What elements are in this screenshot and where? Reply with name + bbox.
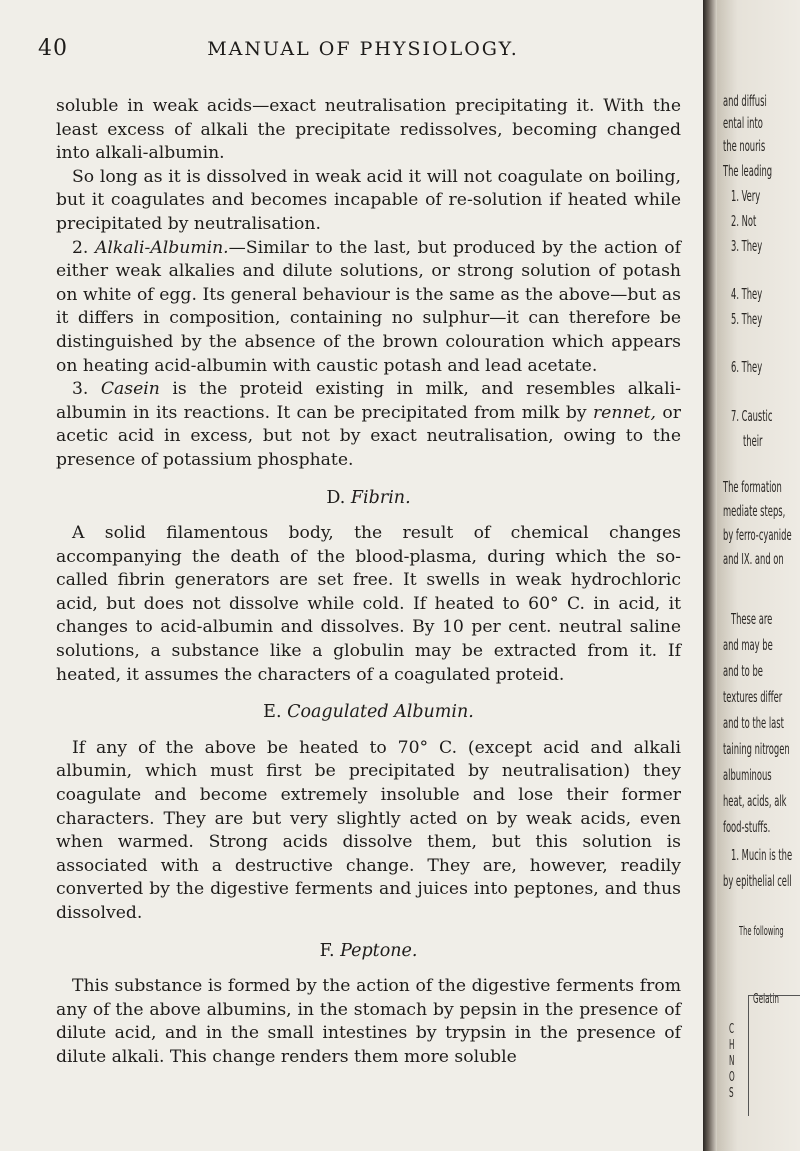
facing-table-border xyxy=(748,995,800,1116)
section-heading-coagulated-albumin xyxy=(56,701,681,725)
facing-line: textures differ xyxy=(723,688,783,706)
facing-line: and IX. and on xyxy=(723,550,784,568)
facing-line: albuminous xyxy=(723,766,772,784)
item-number: 3. xyxy=(72,379,101,400)
paragraph-casein xyxy=(56,378,681,472)
item-number: 2. xyxy=(72,237,95,258)
facing-line: food-stuffs. xyxy=(723,818,771,836)
facing-line: and to the last xyxy=(723,714,784,732)
facing-line: H xyxy=(729,1038,735,1053)
term-rennet: rennet, xyxy=(592,402,657,423)
facing-line: mediate steps, xyxy=(723,502,786,520)
facing-line: 6. They xyxy=(731,358,763,376)
facing-line: 2. Not xyxy=(731,212,757,230)
section-letter: E. xyxy=(263,702,288,723)
paragraph-text: or acetic acid in excess, but not by exact neutralisation, owing to the presence of potassium phosphate. xyxy=(56,402,681,470)
paragraph-coagulated-albumin: If any of the above be heated to 70° C. (except acid and alkali albumin, which must first be precipitated by neutralisation) they coagulate and become extremely insoluble and lose their former characters. They are but very slightly acted on by weak acids, even when warmed. Strong acids dissolve them, but this solution is associated with a destructive change. They are, however, readily converted by the digestive ferments and juices into peptones, and thus dissolved. xyxy=(56,737,681,923)
term-casein: Casein xyxy=(100,379,160,400)
facing-line: 5. They xyxy=(731,310,763,328)
facing-line: 3. They xyxy=(731,237,763,255)
paragraph-peptone: This substance is formed by the action of the digestive ferments from any of the above albumins, in the stomach by pepsin in the presence of dilute acid, and in the small intestines by trypsin in the presence of dilute alkali. This change renders them more soluble xyxy=(56,976,681,1067)
facing-line: 1. Mucin is the xyxy=(731,846,793,864)
facing-line: the nouris xyxy=(723,137,766,155)
facing-line: 1. Very xyxy=(731,187,761,205)
term-alkali-albumin: Alkali-Albumin. xyxy=(94,237,229,258)
facing-line: The following xyxy=(739,924,784,938)
facing-line: taining nitrogen xyxy=(723,740,790,758)
paragraph-text: is the proteid existing in milk, and resembles alkali-albumin in its reactions. It can be precipitated from milk by xyxy=(56,379,681,423)
section-title: Fibrin. xyxy=(350,487,411,508)
facing-line: and diffusi xyxy=(723,92,767,110)
paragraph-alkali-albumin xyxy=(56,237,681,379)
facing-line: their xyxy=(743,432,763,450)
section-letter: D. xyxy=(326,487,351,508)
section-heading-peptone xyxy=(56,940,681,964)
facing-line: heat, acids, alk xyxy=(723,792,787,810)
facing-line: and may be xyxy=(723,636,773,654)
book-gutter xyxy=(703,0,717,1151)
body-text xyxy=(56,95,681,1070)
facing-line: N xyxy=(729,1054,735,1069)
facing-line: ental into xyxy=(723,114,763,132)
section-title: Peptone. xyxy=(340,940,418,961)
facing-line: These are xyxy=(731,610,773,628)
paragraph-coagulation: So long as it is dissolved in weak acid it will not coagulate on boiling, but it coagulates and becomes incapable of re-solution if heated while precipitated by neutralisation. xyxy=(56,166,681,234)
facing-line: by ferro-cyanide xyxy=(723,526,792,544)
page-header xyxy=(38,36,688,66)
paragraph-acid-albumin-cont: soluble in weak acids—exact neutralisation precipitating it. With the least excess of alkali the precipitate redissolves, becoming changed into alkali-albumin. xyxy=(56,96,681,164)
facing-line: The formation xyxy=(723,478,782,496)
facing-line: 7. Caustic xyxy=(731,407,773,425)
paragraph-text: —Similar to the last, but produced by the action of either weak alkalies and dilute solutions, or strong solution of potash on white of egg. Its general behaviour is the same as the above—but as it differs in composition, containing no sulphur—it can therefore be distinguished by the absence of the brown colouration which appears on heating acid-albumin with caustic potash and lead acetate. xyxy=(56,237,681,376)
facing-line: C xyxy=(729,1022,735,1037)
section-letter: F. xyxy=(319,940,341,961)
facing-line: S xyxy=(729,1086,734,1101)
section-title: Coagulated Albumin. xyxy=(287,702,474,723)
facing-page xyxy=(717,0,800,1151)
facing-line: The leading xyxy=(723,162,773,180)
running-head: MANUAL OF PHYSIOLOGY. xyxy=(207,38,519,60)
facing-line: by epithelial cell xyxy=(723,872,792,890)
section-heading-fibrin xyxy=(56,487,681,511)
facing-line: O xyxy=(729,1070,735,1085)
page-number: 40 xyxy=(38,36,68,61)
paragraph-fibrin: A solid filamentous body, the result of chemical changes accompanying the death of the blood-plasma, during which the so-called fibrin generators are set free. It swells in weak hydrochloric acid, but does not dissolve while cold. If heated to 60° C. in acid, it changes to acid-albumin and dissolves. By 10 per cent. neutral saline solutions, a substance like a globulin may be extracted from it. If heated, it assumes the characters of a coagulated proteid. xyxy=(56,523,681,685)
facing-line: and to be xyxy=(723,662,763,680)
facing-line: Gelatin xyxy=(753,992,780,1007)
facing-line: 4. They xyxy=(731,285,763,303)
